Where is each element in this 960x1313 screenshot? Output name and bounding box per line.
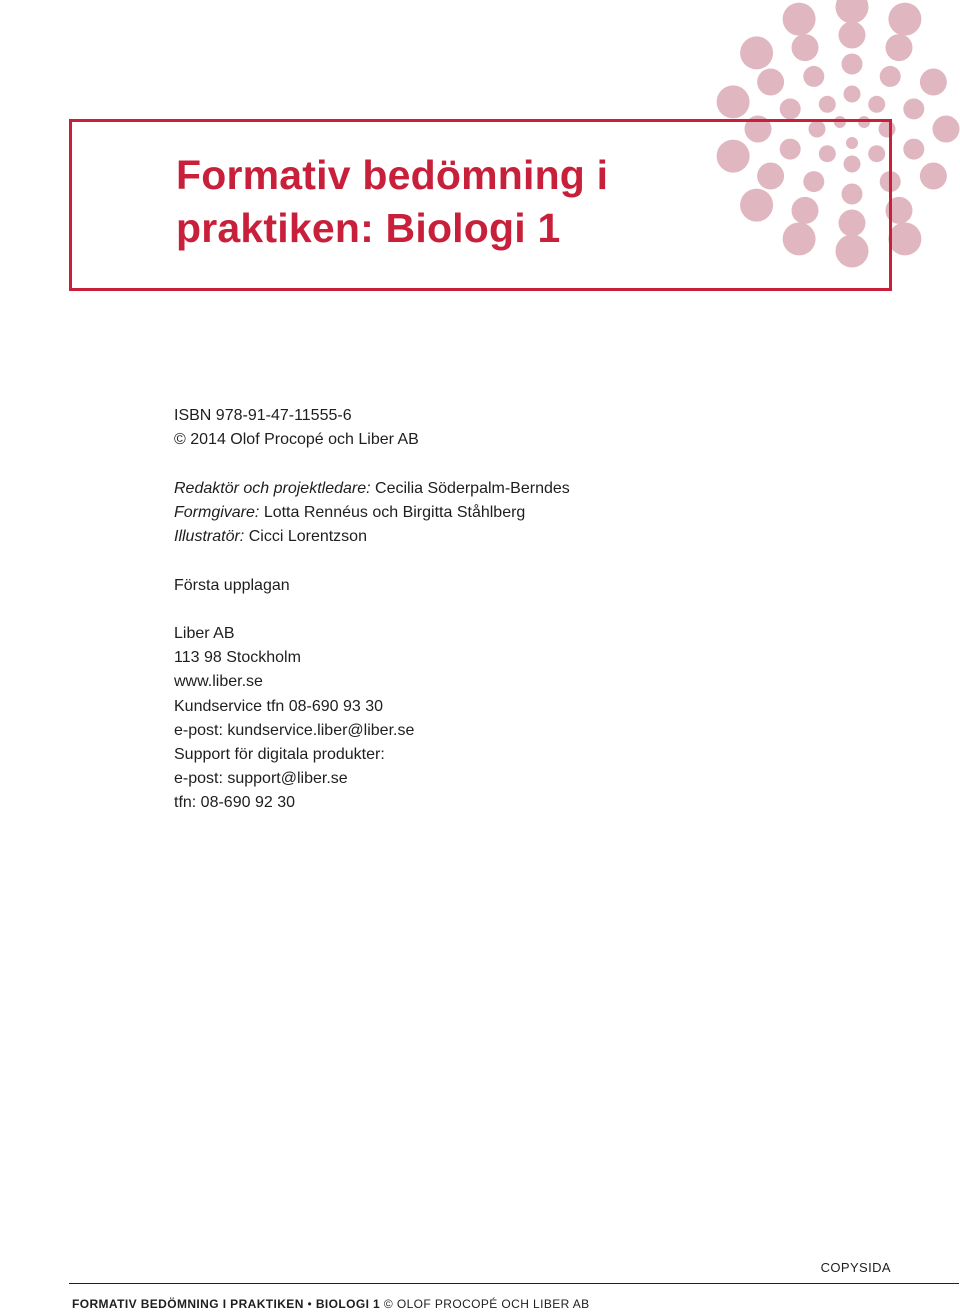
credit-line bbox=[174, 477, 570, 501]
credit-name: Cicci Lorentzson bbox=[248, 528, 367, 546]
title-frame bbox=[69, 119, 892, 291]
decorative-dot bbox=[839, 22, 866, 49]
customer-service-phone: Kundservice tfn 08-690 93 30 bbox=[174, 697, 384, 715]
decorative-dot bbox=[819, 96, 836, 113]
digital-support-phone: tfn: 08-690 92 30 bbox=[174, 794, 295, 812]
decorative-dot bbox=[740, 36, 773, 69]
decorative-dot bbox=[920, 69, 947, 96]
decorative-dot bbox=[803, 66, 824, 87]
decorative-dot bbox=[780, 98, 801, 119]
credits-block bbox=[174, 477, 570, 550]
decorative-dot bbox=[844, 86, 861, 103]
footer-copyright-symbol: © bbox=[380, 1297, 397, 1311]
decorative-dot bbox=[933, 116, 960, 143]
credit-name: Lotta Rennéus och Birgitta Ståhlberg bbox=[263, 504, 526, 522]
decorative-dot bbox=[886, 34, 913, 61]
decorative-dot bbox=[920, 163, 947, 190]
book-title-line-1: Formativ bedömning i bbox=[176, 152, 609, 198]
publication-info bbox=[174, 404, 419, 452]
decorative-dot bbox=[888, 3, 921, 36]
decorative-dot bbox=[903, 98, 924, 119]
digital-support-heading: Support för digitala produkter: bbox=[174, 746, 385, 764]
decorative-dot bbox=[842, 54, 863, 75]
book-title-line-2: praktiken: Biologi 1 bbox=[176, 205, 561, 251]
publisher-block bbox=[174, 622, 414, 816]
credit-line bbox=[174, 501, 570, 525]
decorative-dot bbox=[868, 96, 885, 113]
copyright-line bbox=[174, 428, 419, 452]
decorative-dot bbox=[888, 222, 921, 255]
decorative-dot bbox=[783, 3, 816, 36]
publisher-address: 113 98 Stockholm bbox=[174, 649, 301, 667]
publisher-website: www.liber.se bbox=[174, 673, 263, 691]
footer-title: FORMATIV BEDÖMNING I PRAKTIKEN bbox=[72, 1297, 304, 1311]
book-title bbox=[176, 149, 608, 255]
footer-rights: OLOF PROCOPÉ OCH LIBER AB bbox=[396, 1297, 590, 1311]
edition: Första upplagan bbox=[174, 577, 290, 594]
decorative-dot bbox=[792, 34, 819, 61]
customer-service-email: e-post: kundservice.liber@liber.se bbox=[174, 721, 415, 739]
copyright-holder: 2014 Olof Procopé och Liber AB bbox=[190, 431, 419, 449]
decorative-dot bbox=[836, 0, 869, 24]
edition-block bbox=[174, 574, 290, 598]
footer-subject: BIOLOGI 1 bbox=[315, 1297, 381, 1311]
decorative-dot bbox=[880, 66, 901, 87]
copyright-symbol: © bbox=[174, 431, 186, 449]
credit-role: Formgivare: bbox=[174, 504, 260, 522]
credit-role: Redaktör och projektledare: bbox=[174, 480, 371, 497]
decorative-dot bbox=[903, 139, 924, 160]
footer-bullet: • bbox=[303, 1297, 316, 1311]
digital-support-email: e-post: support@liber.se bbox=[174, 770, 348, 788]
decorative-dot bbox=[757, 69, 784, 96]
decorative-dot bbox=[717, 85, 750, 118]
credit-name: Cecilia Söderpalm-Berndes bbox=[375, 480, 570, 497]
running-footer bbox=[72, 1297, 590, 1311]
footer-divider bbox=[69, 1283, 959, 1284]
credit-role: Illustratör: bbox=[174, 528, 245, 546]
page-label: COPYSIDA bbox=[820, 1260, 891, 1275]
isbn: ISBN 978-91-47-11555-6 bbox=[174, 407, 352, 424]
publisher-name: Liber AB bbox=[174, 625, 235, 642]
credit-line bbox=[174, 525, 570, 549]
